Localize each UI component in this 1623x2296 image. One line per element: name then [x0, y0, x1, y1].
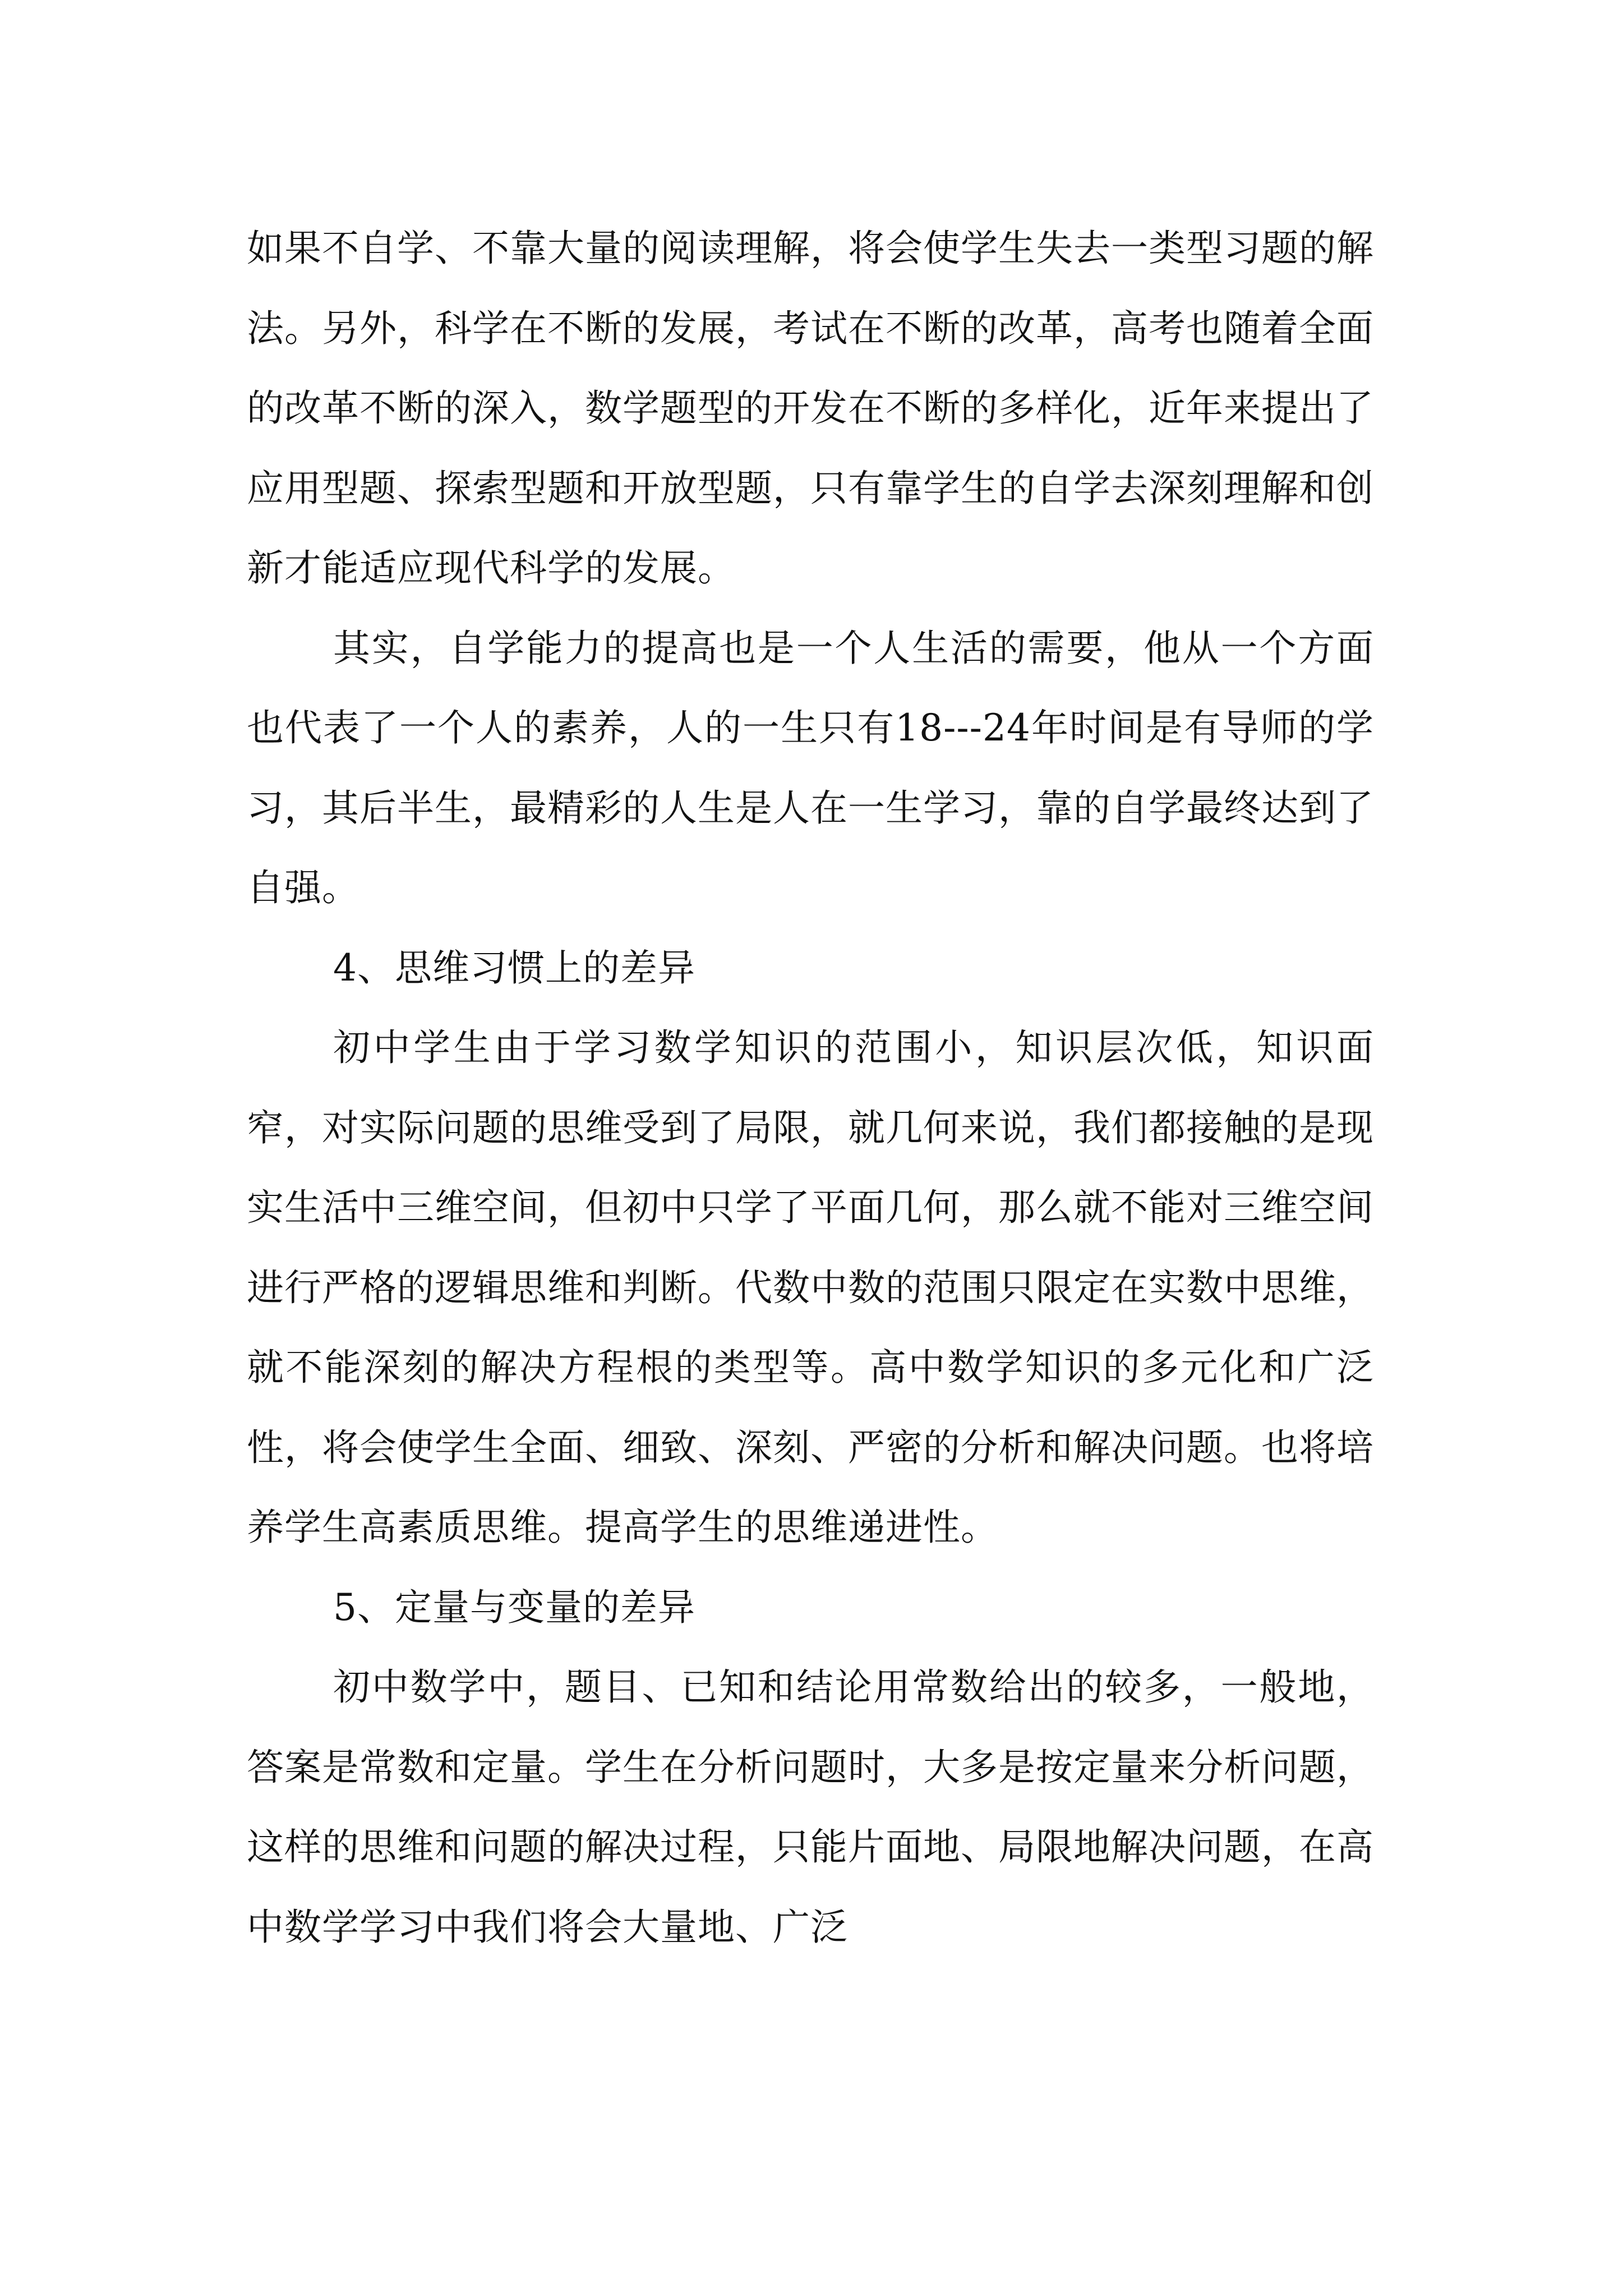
section-heading-thinking-habits: 4、思维习惯上的差异 [333, 946, 695, 990]
section-heading-constants-variables: 5、定量与变量的差异 [333, 1585, 695, 1629]
paragraph-constants-variables: 初中数学中，题目、已知和结论用常数给出的较多，一般地，答案是常数和定量。学生在分析问题时，大多是按定量来分析问题，这样的思维和问题的解决过程，只能片面地、局限地解决问题，在高中数学学习中我们将会大量地、广泛 [247, 1665, 1374, 1949]
paragraph-self-study-solutions: 如果不自学、不靠大量的阅读理解，将会使学生失去一类型习题的解法。另外，科学在不断的发展，考试在不断的改革，高考也随着全面的改革不断的深入，数学题型的开发在不断的多样化，近年来提出了应用型题、探索型题和开放型题，只有靠学生的自学去深刻理解和创新才能适应现代科学的发展。 [247, 227, 1374, 590]
paragraph-self-study-life-need: 其实，自学能力的提高也是一个人生活的需要，他从一个方面也代表了一个人的素养，人的一生只有18---24年时间是有导师的学习，其后半生，最精彩的人生是人在一生学习，靠的自学最终达到了自强。 [247, 626, 1374, 909]
paragraph-thinking-habits: 初中学生由于学习数学知识的范围小，知识层次低，知识面窄，对实际问题的思维受到了局限，就几何来说，我们都接触的是现实生活中三维空间，但初中只学了平面几何，那么就不能对三维空间进行严格的逻辑思维和判断。代数中数的范围只限定在实数中思维，就不能深刻的解决方程根的类型等。高中数学知识的多元化和广泛性，将会使学生全面、细致、深刻、严密的分析和解决问题。也将培养学生高素质思维。提高学生的思维递进性。 [247, 1026, 1374, 1549]
document-body [247, 209, 1374, 1967]
